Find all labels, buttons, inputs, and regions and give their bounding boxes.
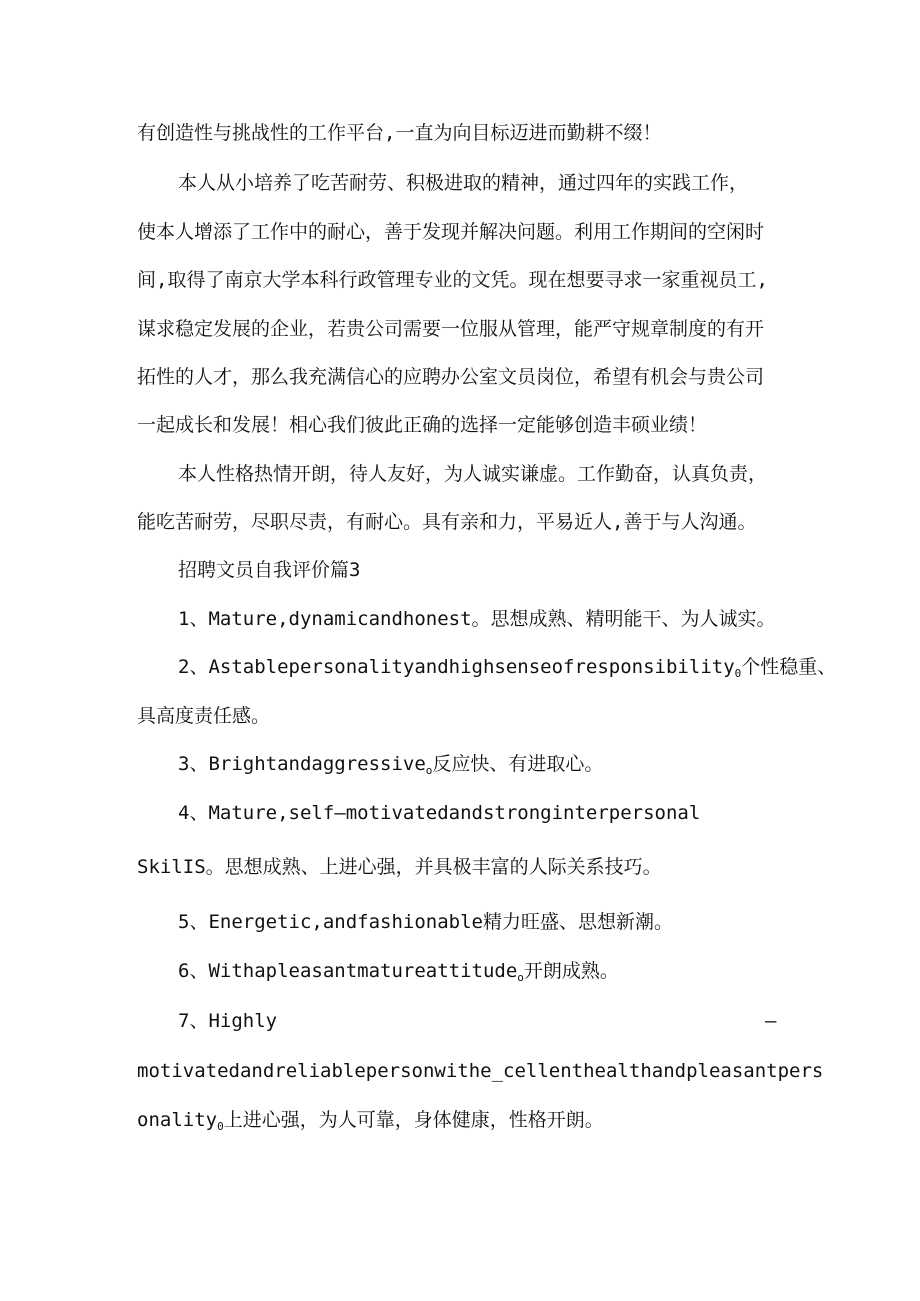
list-item-7-line-2: motivatedandreliablepersonwithe_cellenthealthandpleasantpers (137, 1060, 824, 1082)
paragraph-3-line-1: 本人性格热情开朗，待人友好，为人诚实谦虚。工作勤奋，认真负责， (178, 463, 768, 485)
list-item-2-text-cont: 个性稳重、 (741, 656, 837, 678)
list-item-2-line-2: 具高度责任感。 (137, 705, 271, 727)
paragraph-2-line-4: 谋求稳定发展的企业，若贵公司需要一位服从管理，能严守规章制度的有开 (137, 318, 765, 340)
list-item-3-text: 3、Brightandaggressive (178, 753, 426, 775)
paragraph-2-line-5: 拓性的人才，那么我充满信心的应聘办公室文员岗位，希望有机会与贵公司 (137, 366, 765, 388)
list-item-4-line-2: SkilIS。思想成熟、上进心强，并具极丰富的人际关系技巧。 (137, 856, 662, 878)
list-item-2-sub: 0 (734, 667, 742, 680)
list-item-6-sub: o (517, 971, 524, 984)
paragraph-2-line-6: 一起成长和发展！相心我们彼此正确的选择一定能够创造丰硕业绩！ (137, 414, 708, 436)
list-item-7-line-3 (137, 1107, 604, 1140)
list-item-4-line-1: 4、Mature,self—motivatedandstronginterpersonal (178, 802, 701, 824)
list-item-7-line-1: 7、Highly (178, 1010, 278, 1032)
paragraph-3-line-2: 能吃苦耐劳，尽职尽责，有耐心。具有亲和力，平易近人,善于与人沟通。 (137, 511, 757, 533)
list-item-6 (178, 958, 619, 991)
list-item-7-text: onality (137, 1109, 218, 1131)
list-item-6-text-cont: 开朗成熟。 (523, 960, 619, 982)
list-item-3-text-cont: 反应快、有进取心。 (432, 753, 604, 775)
list-item-2 (178, 654, 836, 687)
list-item-2-text: 2、Astablepersonalityandhighsenseofresponsibility (178, 656, 735, 678)
list-item-7-text-cont: 上进心强，为人可靠，身体健康，性格开朗。 (223, 1109, 604, 1131)
paragraph-1-line-1: 有创造性与挑战性的工作平台,一直为向目标迈进而勤耕不缀！ (137, 122, 662, 144)
paragraph-2-line-2: 使本人增添了工作中的耐心，善于发现并解决问题。利用工作期间的空闲时 (137, 221, 765, 243)
list-item-5: 5、Energetic,andfashionable精力旺盛、思想新潮。 (178, 911, 673, 933)
list-item-6-text: 6、Withapleasantmatureattitude (178, 960, 518, 982)
list-item-3-sub: o (425, 764, 433, 777)
paragraph-2-line-3: 间,取得了南京大学本科行政管理专业的文凭。现在想要寻求一家重视员工, (137, 269, 768, 291)
list-item-1: 1、Mature,dynamicandhonest。思想成熟、精明能干、为人诚实。 (178, 608, 776, 630)
list-item-7-dash: — (765, 1010, 777, 1032)
list-item-3 (178, 751, 603, 784)
paragraph-2-line-1: 本人从小培养了吃苦耐劳、积极进取的精神，通过四年的实践工作， (178, 172, 749, 194)
section-heading: 招聘文员自我评价篇3 (178, 559, 361, 581)
list-item-7-sub: 0 (217, 1120, 224, 1133)
